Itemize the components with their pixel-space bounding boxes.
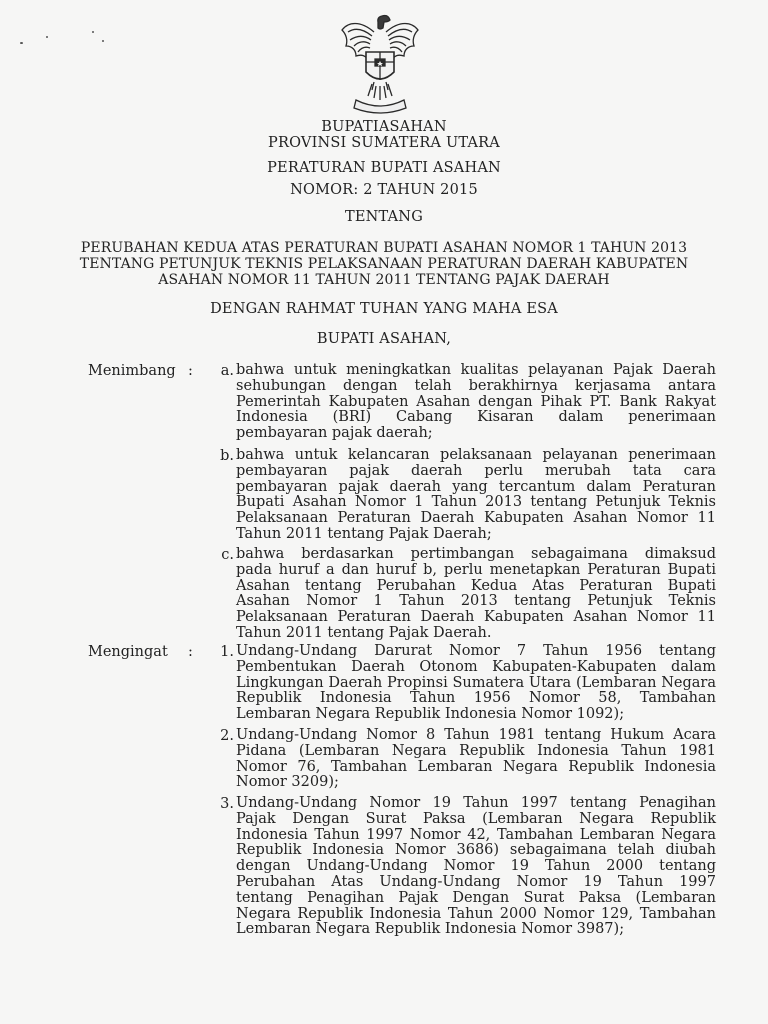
item-text	[236, 547, 716, 642]
text-line: Negara Republik Indonesia Tahun 2000 Nomor 129, Tambahan	[236, 905, 716, 922]
text-line: Indonesia Tahun 1997 Nomor 42, Tambahan Lembaran Negara	[236, 826, 716, 843]
regulation-title: PERATURAN BUPATI ASAHAN	[267, 160, 501, 176]
text-line: pembayaran pajak daerah;	[236, 425, 433, 442]
about-heading: TENTANG	[345, 209, 423, 225]
text-line: Lembaran Negara Republik Indonesia Nomor 1092);	[236, 706, 625, 723]
text-line: Republik Indonesia Tahun 1956 Nomor 58, Tambahan	[236, 690, 716, 707]
text-line: dengan Undang-Undang Nomor 19 Tahun 2000 tentang	[236, 858, 716, 875]
text-line: Tahun 2011 tentang Pajak Daerah.	[236, 624, 492, 641]
scan-speck	[20, 42, 23, 44]
item-text	[236, 363, 716, 442]
text-line: Nomor 3209);	[236, 774, 339, 791]
item-text	[236, 448, 716, 543]
item-marker: b.	[220, 448, 234, 464]
section-colon: :	[188, 644, 193, 660]
text-line: bahwa untuk meningkatkan kualitas pelayanan Pajak Daerah	[236, 362, 716, 378]
province-title: PROVINSI SUMATERA UTARA	[268, 135, 500, 151]
item-marker: a.	[220, 363, 234, 379]
garuda-emblem-icon	[338, 10, 422, 116]
text-line: Asahan tentang Perubahan Kedua Atas Peraturan Bupati	[236, 577, 716, 594]
text-line: Undang-Undang Nomor 19 Tahun 1997 tentang Penagihan	[236, 795, 716, 811]
regency-title: BUPATIASAHAN	[321, 119, 447, 135]
section-label: Mengingat	[88, 644, 168, 660]
text-line: Asahan Nomor 1 Tahun 2013 tentang Petunjuk Teknis	[236, 593, 716, 610]
scan-speck	[92, 31, 94, 33]
item-marker: 2.	[220, 728, 234, 744]
text-line: Pidana (Lembaran Negara Republik Indonesia Tahun 1981	[236, 742, 716, 759]
subject-line: ASAHAN NOMOR 11 TAHUN 2011 TENTANG PAJAK DAERAH	[158, 272, 610, 288]
item-marker: c.	[221, 547, 234, 563]
text-line: Lingkungan Daerah Propinsi Sumatera Utara (Lembaran Negara	[236, 674, 716, 691]
official-title: BUPATI ASAHAN,	[316, 331, 452, 347]
text-line: bahwa berdasarkan pertimbangan sebagaimana dimaksud	[236, 546, 716, 562]
scan-speck	[102, 40, 104, 42]
text-line: Nomor 76, Tambahan Lembaran Negara Republik Indonesia	[236, 758, 716, 775]
text-line: pada huruf a dan huruf b, perlu menetapkan Peraturan Bupati	[236, 561, 716, 578]
text-line: Pembentukan Daerah Otonom Kabupaten-Kabupaten dalam	[236, 658, 716, 675]
section-colon: :	[188, 363, 193, 379]
text-line: Indonesia (BRI) Cabang Kisaran dalam penerimaan	[236, 409, 716, 426]
text-line: pembayaran pajak daerah yang tercantum dalam Peraturan	[236, 478, 716, 495]
text-line: Pelaksanaan Peraturan Daerah Kabupaten Asahan Nomor 11	[236, 510, 716, 527]
scan-speck	[46, 36, 48, 38]
text-line: Lembaran Negara Republik Indonesia Nomor 3987);	[236, 921, 625, 938]
regulation-number: NOMOR: 2 TAHUN 2015	[290, 182, 478, 198]
text-line: pembayaran pajak daerah perlu merubah tata cara	[236, 462, 716, 479]
text-line: Bupati Asahan Nomor 1 Tahun 2013 tentang Petunjuk Teknis	[236, 494, 716, 511]
text-line: Undang-Undang Darurat Nomor 7 Tahun 1956 tentang	[236, 643, 716, 659]
item-text	[236, 796, 716, 938]
text-line: Pajak Dengan Surat Paksa (Lembaran Negara Republik	[236, 810, 716, 827]
text-line: sehubungan dengan telah berakhirnya kerjasama antara	[236, 377, 716, 394]
item-text	[236, 644, 716, 723]
section-label: Menimbang	[88, 363, 176, 379]
item-text	[236, 728, 716, 791]
text-line: Pemerintah Kabupaten Asahan dengan Pihak PT. Bank Rakyat	[236, 393, 716, 410]
item-marker: 1.	[220, 644, 234, 660]
regulation-subject	[0, 240, 768, 288]
text-line: bahwa untuk kelancaran pelaksanaan pelayanan penerimaan	[236, 447, 716, 463]
subject-line: PERUBAHAN KEDUA ATAS PERATURAN BUPATI ASAHAN NOMOR 1 TAHUN 2013	[80, 240, 688, 256]
text-line: Perubahan Atas Undang-Undang Nomor 19 Tahun 1997	[236, 873, 716, 890]
text-line: Republik Indonesia Nomor 3686) sebagaimana telah diubah	[236, 842, 716, 859]
text-line: Pelaksanaan Peraturan Daerah Kabupaten Asahan Nomor 11	[236, 609, 716, 626]
text-line: tentang Penagihan Pajak Dengan Surat Paksa (Lembaran	[236, 889, 716, 906]
text-line: Undang-Undang Nomor 8 Tahun 1981 tentang Hukum Acara	[236, 727, 716, 743]
subject-line: TENTANG PETUNJUK TEKNIS PELAKSANAAN PERATURAN DAERAH KABUPATEN	[79, 256, 689, 272]
item-marker: 3.	[220, 796, 234, 812]
blessing-line: DENGAN RAHMAT TUHAN YANG MAHA ESA	[210, 301, 558, 317]
text-line: Tahun 2011 tentang Pajak Daerah;	[236, 525, 492, 542]
